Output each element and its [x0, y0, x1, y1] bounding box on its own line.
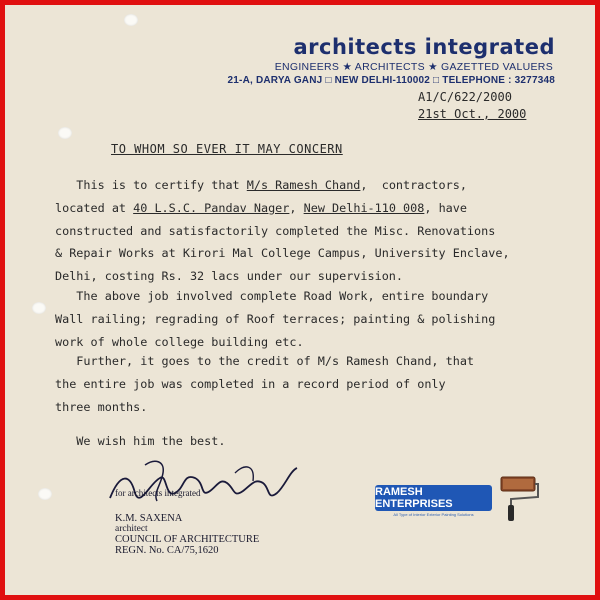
- punch-hole: [38, 488, 52, 500]
- text-line: three months.: [55, 399, 148, 414]
- paragraph-certification: [55, 174, 565, 288]
- reference-number: A1/C/622/2000: [418, 90, 512, 104]
- text-line: Delhi, costing Rs. 32 lacs under our supervision.: [55, 269, 404, 284]
- firm-name: architects integrated: [293, 35, 555, 59]
- paragraph-scope: [55, 285, 565, 353]
- council-line: COUNCIL OF ARCHITECTURE: [115, 534, 260, 545]
- signature-for-line: for architects integrated: [115, 488, 201, 498]
- paragraph-credit: [55, 350, 565, 418]
- brand-name: RAMESH ENTERPRISES: [375, 485, 492, 511]
- contractor-address: 40 L.S.C. Pandav Nager: [133, 200, 290, 215]
- services-line: ENGINEERS ★ ARCHITECTS ★ GAZETTED VALUERS: [274, 61, 553, 73]
- text-line: Further, it goes to the credit of M/s Ramesh Chand, that: [55, 354, 475, 368]
- registration-number: REGN. No. CA/75,1620: [115, 545, 219, 556]
- signature-scribble: [105, 453, 305, 513]
- signatory-name: K.M. SAXENA: [115, 513, 183, 524]
- paint-roller-icon: [493, 473, 539, 523]
- letter-date: 21st Oct., 2000: [418, 107, 527, 121]
- address-line: 21-A, DARYA GANJ □ NEW DELHI-110002 □ TELEPHONE : 3277348: [227, 75, 555, 86]
- text-line: The above job involved complete Road Work, entire boundary: [55, 289, 489, 303]
- text-line: the entire job was completed in a record period of only: [55, 376, 446, 391]
- text-line: Wall railing; regrading of Roof terraces; painting & polishing: [55, 311, 496, 326]
- text-run: located at: [55, 200, 134, 215]
- contractor-city: New Delhi-110 008: [303, 200, 425, 215]
- punch-hole: [124, 14, 138, 26]
- signatory-title: architect: [115, 524, 148, 534]
- text-line: work of whole college building etc.: [55, 334, 304, 349]
- text-line: & Repair Works at Kirori Mal College Campus, University Enclave,: [55, 246, 510, 261]
- text-run: ,: [289, 200, 304, 215]
- letter-heading: TO WHOM SO EVER IT MAY CONCERN: [111, 142, 343, 156]
- closing-line: We wish him the best.: [55, 434, 226, 448]
- ramesh-enterprises-logo: [375, 485, 495, 525]
- punch-hole: [58, 127, 72, 139]
- text-run: This is to certify that: [55, 178, 247, 192]
- letter-page: [5, 5, 595, 595]
- text-run: , contractors,: [360, 178, 467, 192]
- text-line: constructed and satisfactorily completed the Misc. Renovations: [55, 223, 496, 238]
- punch-hole: [32, 302, 46, 314]
- brand-tagline: All Type of Interior Exterior Painting Solutions: [393, 512, 474, 517]
- text-run: , have: [424, 200, 467, 215]
- contractor-name: M/s Ramesh Chand: [246, 178, 361, 192]
